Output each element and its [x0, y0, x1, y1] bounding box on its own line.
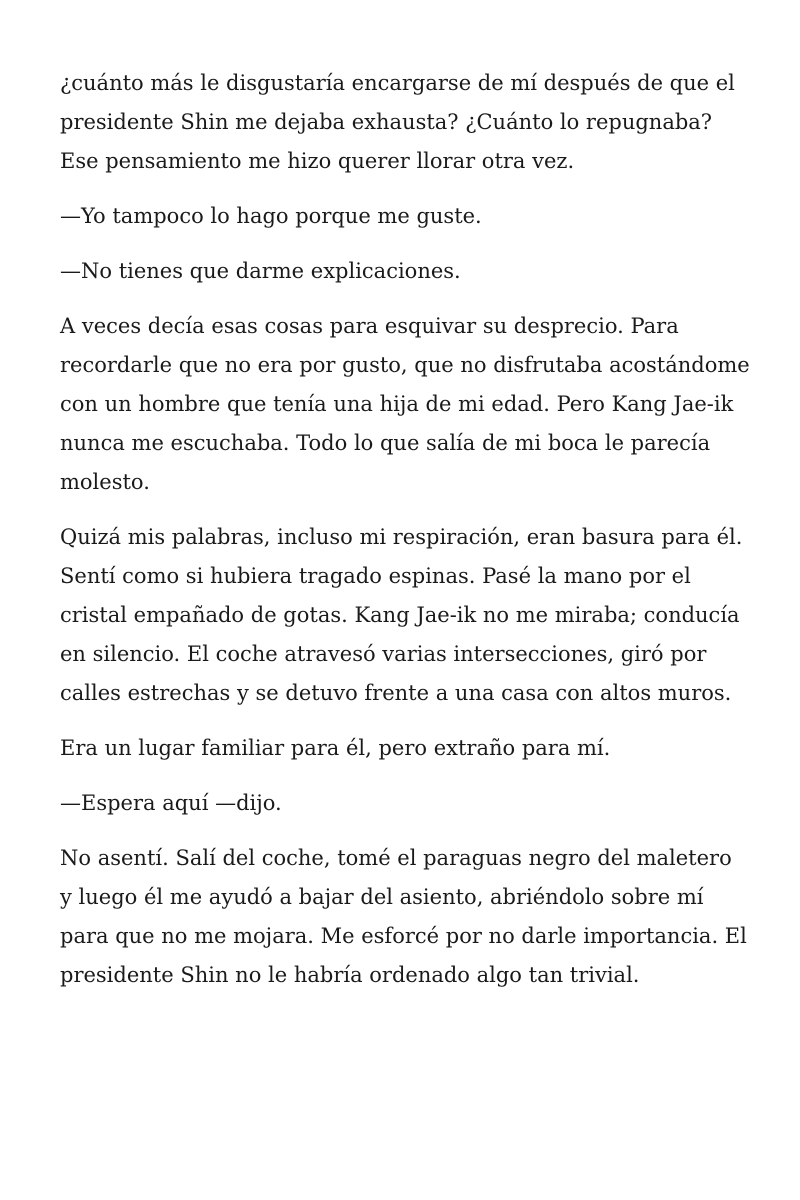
paragraph-4: Era un lugar familiar para él, pero extraño para mí.	[60, 736, 611, 760]
dialogue-line-1: —Yo tampoco lo hago porque me guste.	[60, 204, 482, 228]
reader-page	[60, 64, 750, 1011]
paragraph-2: A veces decía esas cosas para esquivar su desprecio. Para recordarle que no era por gusto, que no disfrutaba acostándome con un hombre que tenía una hija de mi edad. Pero Kang Jae-ik nunca me escuchaba. Todo lo que salía de mi boca le parecía molesto.	[60, 314, 750, 494]
paragraph-1: ¿cuánto más le disgustaría encargarse de mí después de que el presidente Shin me dejaba exhausta? ¿Cuánto lo repugnaba? Ese pensamiento me hizo querer llorar otra vez.	[60, 71, 735, 173]
dialogue-line-3: —Espera aquí —dijo.	[60, 791, 282, 815]
paragraph-3: Quizá mis palabras, incluso mi respiración, eran basura para él. Sentí como si hubiera tragado espinas. Pasé la mano por el cristal empañado de gotas. Kang Jae-ik no me miraba; conducía en silencio. El coche atravesó varias intersecciones, giró por calles estrechas y se detuvo frente a una casa con altos muros.	[60, 525, 743, 705]
dialogue-line-2: —No tienes que darme explicaciones.	[60, 259, 461, 283]
paragraph-5: No asentí. Salí del coche, tomé el paraguas negro del maletero y luego él me ayudó a bajar del asiento, abriéndolo sobre mí para que no me mojara. Me esforcé por no darle importancia. El presidente Shin no le habría ordenado algo tan trivial.	[60, 846, 747, 987]
